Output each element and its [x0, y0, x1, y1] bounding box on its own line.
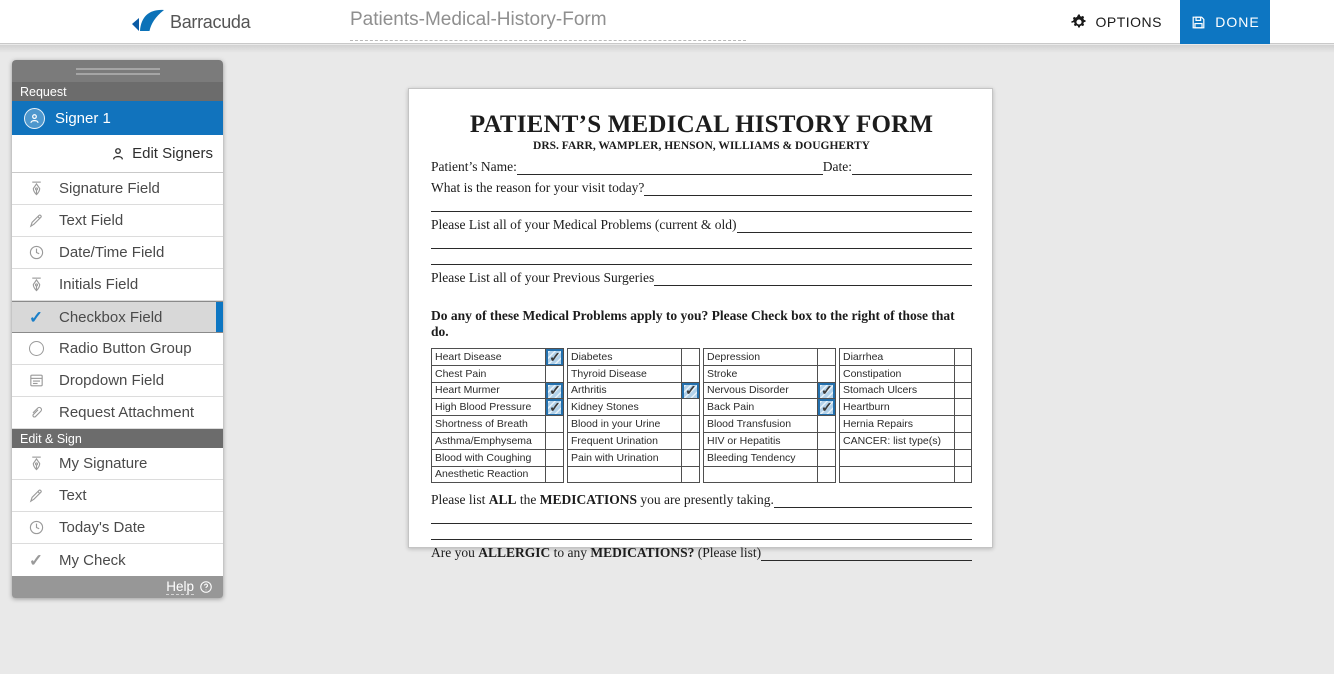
- blank-line: [431, 211, 972, 212]
- pen-nib-icon: [26, 180, 46, 197]
- condition-label: Bleeding Tendency: [704, 449, 818, 466]
- check-icon: ✓: [28, 307, 44, 327]
- condition-checkbox-cell[interactable]: [954, 449, 971, 466]
- save-icon: [1190, 14, 1207, 31]
- gear-icon: [1070, 13, 1088, 31]
- medications-line: [774, 494, 972, 508]
- condition-label: Stomach Ulcers: [840, 382, 955, 399]
- condition-row: [568, 349, 700, 366]
- condition-row: [704, 399, 836, 416]
- document-title[interactable]: Patients-Medical-History-Form: [350, 9, 607, 30]
- palette-item-label: Dropdown Field: [59, 372, 165, 389]
- condition-label: CANCER: list type(s): [840, 432, 955, 449]
- paperclip-icon: [26, 404, 46, 421]
- pen-nib-icon: [26, 455, 46, 472]
- condition-checkbox-cell[interactable]: [546, 382, 564, 399]
- placed-checkbox-field[interactable]: [546, 349, 563, 365]
- condition-label: Asthma/Emphysema: [432, 432, 546, 449]
- palette-item-text-field[interactable]: [12, 205, 223, 237]
- medications-row: [431, 492, 972, 508]
- condition-label: Anesthetic Reaction: [432, 466, 546, 483]
- form-title: PATIENT’S MEDICAL HISTORY FORM: [469, 111, 934, 138]
- palette-item-initials-field[interactable]: [12, 269, 223, 301]
- palette-item-label: Request Attachment: [59, 404, 195, 421]
- question-circle-icon[interactable]: [199, 580, 213, 594]
- radio-circle-icon: [26, 341, 46, 356]
- condition-row: [432, 466, 564, 483]
- allergic-label: Are you ALLERGIC to any MEDICATIONS? (Please list): [431, 545, 762, 561]
- request-section-label: Request: [20, 84, 67, 99]
- condition-row: [840, 382, 972, 399]
- barracuda-fin-icon: [130, 7, 166, 37]
- condition-label: HIV or Hepatitis: [704, 432, 818, 449]
- condition-checkbox-cell[interactable]: [954, 349, 971, 366]
- condition-checkbox-cell[interactable]: [954, 399, 971, 416]
- condition-checkbox-cell[interactable]: [818, 449, 836, 466]
- person-icon: [110, 146, 126, 162]
- condition-row: [704, 449, 836, 466]
- edit-sign-section-label: Edit & Sign: [20, 431, 82, 446]
- condition-checkbox-cell[interactable]: [682, 449, 700, 466]
- condition-label: Diabetes: [568, 349, 682, 366]
- checkbox-table-heading: Do any of these Medical Problems apply to you? Please Check box to the right of those that do.: [431, 308, 955, 339]
- condition-label: Nervous Disorder: [704, 382, 818, 399]
- condition-row: [568, 416, 700, 433]
- condition-label: Kidney Stones: [568, 399, 682, 416]
- edit-sign-section-header: [12, 429, 223, 448]
- help-link[interactable]: Help: [166, 579, 194, 594]
- condition-row: [432, 449, 564, 466]
- condition-label: [840, 466, 955, 483]
- condition-row: [568, 382, 700, 399]
- palette-item-signature-field[interactable]: [12, 173, 223, 205]
- placed-checkbox-field[interactable]: [546, 383, 563, 399]
- palette-item-label: My Check: [59, 551, 126, 569]
- conditions-column: [703, 348, 836, 483]
- allergic-line: [761, 547, 972, 561]
- condition-row: [704, 466, 836, 483]
- clock-icon: [26, 519, 46, 536]
- condition-row: [568, 449, 700, 466]
- patient-name-line: [517, 161, 823, 175]
- condition-checkbox-cell[interactable]: [818, 349, 836, 366]
- condition-checkbox-cell[interactable]: [546, 432, 564, 449]
- condition-checkbox-cell[interactable]: [954, 382, 971, 399]
- medications-label: Please list ALL the MEDICATIONS you are presently taking.: [431, 492, 774, 508]
- done-button[interactable]: [1180, 0, 1270, 44]
- date-line: [852, 161, 972, 175]
- clock-icon: [26, 244, 46, 261]
- condition-checkbox-cell[interactable]: [546, 449, 564, 466]
- condition-checkbox-cell[interactable]: [682, 416, 700, 433]
- date-label: Date:: [822, 159, 852, 174]
- visit-reason-label: What is the reason for your visit today?: [431, 180, 645, 195]
- document-page[interactable]: [408, 88, 993, 561]
- field-palette: [12, 60, 223, 598]
- request-section-header: [12, 82, 223, 101]
- condition-checkbox-cell[interactable]: [818, 365, 836, 382]
- palette-item-label: Text Field: [59, 212, 124, 229]
- signer-label: Signer 1: [55, 109, 111, 127]
- condition-label: [704, 466, 818, 483]
- palette-item-my-text[interactable]: [12, 480, 223, 512]
- palette-drag-handle[interactable]: [12, 60, 223, 82]
- check-icon: ✓: [821, 382, 833, 399]
- options-label: OPTIONS: [1095, 14, 1162, 30]
- medical-problems-label: Please List all of your Medical Problems (current & old): [431, 217, 737, 232]
- palette-item-label: Today's Date: [59, 519, 146, 536]
- check-icon: ✓: [549, 348, 561, 365]
- palette-item-dropdown-field[interactable]: [12, 365, 223, 397]
- condition-row: [840, 349, 972, 366]
- condition-label: Hernia Repairs: [840, 416, 955, 433]
- condition-label: Heart Murmer: [432, 382, 546, 399]
- condition-row: [840, 416, 972, 433]
- condition-row: [568, 365, 700, 382]
- condition-checkbox-cell[interactable]: [546, 399, 564, 416]
- visit-reason-line: [644, 182, 972, 196]
- condition-checkbox-cell[interactable]: [546, 466, 564, 483]
- condition-checkbox-cell[interactable]: [682, 399, 700, 416]
- condition-row: [840, 399, 972, 416]
- palette-item-my-signature[interactable]: [12, 448, 223, 480]
- condition-row: [432, 382, 564, 399]
- patient-name-row: [431, 159, 972, 175]
- condition-label: [840, 449, 955, 466]
- placed-checkbox-field[interactable]: [818, 383, 835, 399]
- condition-checkbox-cell[interactable]: [818, 466, 836, 483]
- grip-line: [76, 73, 160, 75]
- condition-row: [704, 416, 836, 433]
- palette-item-label: Text: [59, 487, 87, 504]
- blank-line: [431, 523, 972, 524]
- palette-item-label: Checkbox Field: [59, 308, 163, 326]
- condition-checkbox-cell[interactable]: [954, 416, 971, 433]
- condition-label: Blood with Coughing: [432, 449, 546, 466]
- logo-text: Barracuda: [170, 11, 251, 32]
- condition-checkbox-cell[interactable]: [682, 382, 700, 399]
- condition-label: Frequent Urination: [568, 432, 682, 449]
- medical-problems-line: [737, 219, 972, 233]
- pencil-icon: [26, 487, 46, 504]
- blank-line: [431, 264, 972, 265]
- signer-avatar-icon: [24, 108, 45, 129]
- medical-problems-row: [431, 217, 972, 233]
- check-icon: ✓: [685, 382, 697, 399]
- condition-row: [704, 432, 836, 449]
- placed-checkbox-field[interactable]: [818, 399, 835, 415]
- signer-1-row[interactable]: [12, 101, 223, 135]
- condition-label: Heart Disease: [432, 349, 546, 366]
- condition-row: [568, 399, 700, 416]
- placed-checkbox-field[interactable]: [546, 399, 563, 415]
- palette-item-radio-button-group[interactable]: [12, 333, 223, 365]
- form-subtitle: DRS. FARR, WAMPLER, HENSON, WILLIAMS & DOUGHERTY: [533, 140, 870, 152]
- condition-checkbox-cell[interactable]: [682, 349, 700, 366]
- placed-checkbox-field[interactable]: [682, 383, 699, 399]
- condition-checkbox-cell[interactable]: [954, 432, 971, 449]
- condition-checkbox-cell[interactable]: [682, 466, 700, 483]
- condition-checkbox-cell[interactable]: [546, 365, 564, 382]
- palette-footer: [12, 576, 223, 598]
- condition-label: Chest Pain: [432, 365, 546, 382]
- condition-checkbox-cell[interactable]: [682, 432, 700, 449]
- check-icon: ✓: [549, 382, 561, 399]
- palette-item-label: Signature Field: [59, 180, 160, 197]
- pencil-icon: [26, 212, 46, 229]
- done-label: DONE: [1215, 14, 1260, 30]
- condition-row: [568, 466, 700, 483]
- check-icon: ✓: [821, 398, 833, 415]
- options-button[interactable]: [1070, 0, 1162, 44]
- palette-item-my-check[interactable]: [12, 544, 223, 576]
- condition-label: Pain with Urination: [568, 449, 682, 466]
- dropdown-list-icon: [26, 372, 46, 389]
- condition-checkbox-cell[interactable]: [954, 466, 971, 483]
- condition-row: [432, 416, 564, 433]
- condition-label: Diarrhea: [840, 349, 955, 366]
- condition-row: [568, 432, 700, 449]
- top-bar: [0, 0, 1334, 44]
- condition-checkbox-cell[interactable]: [546, 416, 564, 433]
- condition-label: Shortness of Breath: [432, 416, 546, 433]
- condition-label: Depression: [704, 349, 818, 366]
- blank-line: [431, 248, 972, 249]
- condition-label: Thyroid Disease: [568, 365, 682, 382]
- condition-checkbox-cell[interactable]: [818, 399, 836, 416]
- palette-item-label: Date/Time Field: [59, 244, 165, 261]
- previous-surgeries-row: [431, 270, 972, 286]
- condition-row: [840, 365, 972, 382]
- condition-label: Blood Transfusion: [704, 416, 818, 433]
- palette-item-label: Radio Button Group: [59, 340, 192, 357]
- conditions-column: [431, 348, 564, 483]
- condition-checkbox-cell[interactable]: [682, 365, 700, 382]
- condition-row: [840, 449, 972, 466]
- palette-item-datetime-field[interactable]: [12, 237, 223, 269]
- edit-signers-label: Edit Signers: [132, 145, 213, 162]
- condition-checkbox-cell[interactable]: [818, 382, 836, 399]
- condition-label: Back Pain: [704, 399, 818, 416]
- condition-row: [840, 432, 972, 449]
- pen-nib-icon: [26, 276, 46, 293]
- palette-item-checkbox-field[interactable]: [12, 301, 223, 333]
- palette-item-label: Initials Field: [59, 276, 139, 293]
- condition-label: Blood in your Urine: [568, 416, 682, 433]
- condition-row: [704, 382, 836, 399]
- condition-row: [704, 349, 836, 366]
- condition-checkbox-cell[interactable]: [954, 365, 971, 382]
- patient-name-label: Patient’s Name:: [431, 159, 517, 174]
- condition-checkbox-cell[interactable]: [818, 432, 836, 449]
- condition-row: [432, 365, 564, 382]
- check-icon: ✓: [549, 398, 561, 415]
- previous-surgeries-line: [654, 272, 972, 286]
- condition-label: Stroke: [704, 365, 818, 382]
- condition-row: [432, 349, 564, 366]
- palette-item-label: My Signature: [59, 455, 148, 472]
- condition-row: [840, 466, 972, 483]
- edit-signers-button[interactable]: [12, 135, 223, 173]
- condition-row: [704, 365, 836, 382]
- condition-label: [568, 466, 682, 483]
- visit-reason-row: [431, 180, 972, 196]
- blank-line: [431, 539, 972, 540]
- conditions-column: [839, 348, 972, 483]
- previous-surgeries-label: Please List all of your Previous Surgeries: [431, 270, 655, 285]
- condition-label: High Blood Pressure: [432, 399, 546, 416]
- condition-checkbox-cell[interactable]: [818, 416, 836, 433]
- allergic-row: [431, 545, 972, 561]
- condition-row: [432, 432, 564, 449]
- check-icon: ✓: [28, 550, 44, 570]
- condition-label: Heartburn: [840, 399, 955, 416]
- conditions-column: [567, 348, 700, 483]
- condition-checkbox-cell[interactable]: [546, 349, 564, 366]
- condition-label: Arthritis: [568, 382, 682, 399]
- condition-label: Constipation: [840, 365, 955, 382]
- header-shadow: [0, 45, 1334, 53]
- title-underline-dashes: [350, 40, 746, 41]
- conditions-table: [431, 348, 972, 483]
- grip-line: [76, 68, 160, 70]
- barracuda-logo: [130, 0, 250, 44]
- palette-item-todays-date[interactable]: [12, 512, 223, 544]
- palette-item-request-attachment[interactable]: [12, 397, 223, 429]
- condition-row: [432, 399, 564, 416]
